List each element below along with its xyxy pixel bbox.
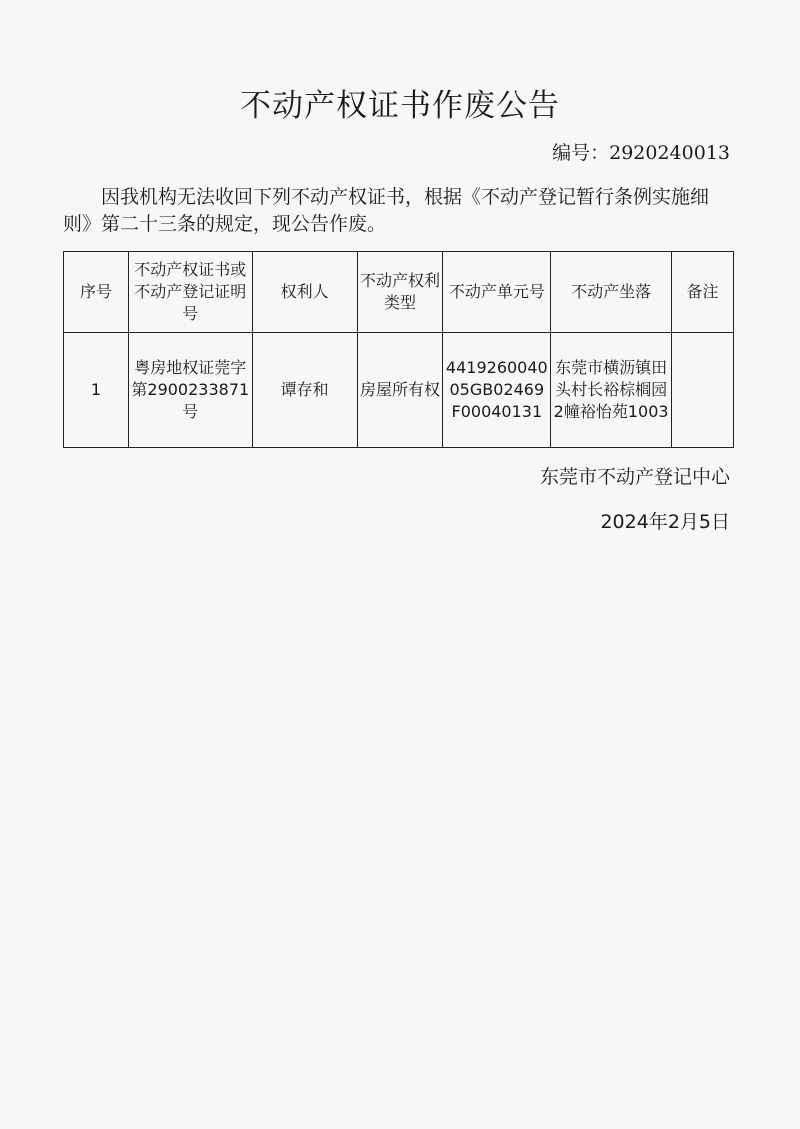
cell-holder: 谭存和 xyxy=(252,333,357,448)
document-number xyxy=(552,138,730,165)
document-number-label: 编号： xyxy=(552,142,610,164)
header-location: 不动产坐落 xyxy=(551,252,672,333)
cell-index: 1 xyxy=(64,333,129,448)
header-cert-no: 不动产权证书或不动产登记证明号 xyxy=(128,252,252,333)
header-holder: 权利人 xyxy=(252,252,357,333)
issue-date: 2024年2月5日 xyxy=(600,511,730,533)
cell-remark xyxy=(672,333,734,448)
announcement-paragraph: 因我机构无法收回下列不动产权证书，根据《不动产登记暂行条例实施细则》第二十三条的规定，现公告作废。 xyxy=(63,186,710,235)
issuing-authority: 东莞市不动产登记中心 xyxy=(539,466,730,488)
cell-unit-no: 441926004005GB02469F00040131 xyxy=(443,333,551,448)
header-remark: 备注 xyxy=(672,252,734,333)
cell-right-type: 房屋所有权 xyxy=(357,333,443,448)
header-index: 序号 xyxy=(64,252,129,333)
table-header-row xyxy=(64,252,734,333)
header-unit-no: 不动产单元号 xyxy=(443,252,551,333)
certificate-table xyxy=(63,251,734,448)
page-title: 不动产权证书作废公告 xyxy=(240,88,560,124)
document-number-value: 2920240013 xyxy=(609,142,730,164)
table-row xyxy=(64,333,734,448)
cell-location: 东莞市横沥镇田头村长裕棕榈园2幢裕怡苑1003 xyxy=(551,333,672,448)
cell-cert-no: 粤房地权证莞字第2900233871号 xyxy=(128,333,252,448)
header-right-type: 不动产权利类型 xyxy=(357,252,443,333)
